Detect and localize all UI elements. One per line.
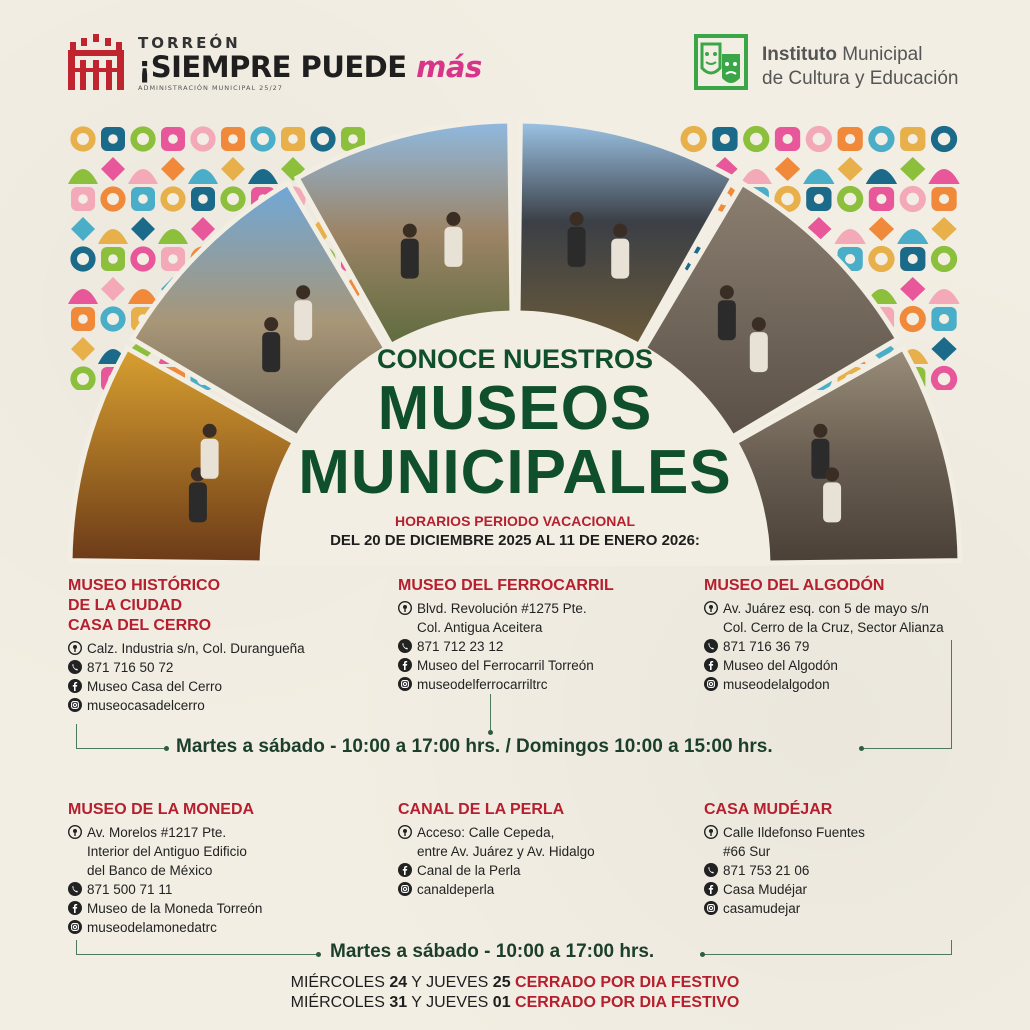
facebook-row <box>68 677 388 696</box>
location-pin-icon <box>704 601 718 615</box>
bracket-right-horizontal <box>704 954 952 955</box>
address-row <box>398 599 698 637</box>
institute-word: Instituto <box>762 44 837 65</box>
instagram-row <box>704 675 1004 694</box>
museum-instagram: museodelferrocarriltrc <box>417 677 548 692</box>
bracket-left-horizontal <box>76 954 318 955</box>
address-row <box>704 823 1004 861</box>
facebook-icon <box>398 658 412 672</box>
closure-line-2 <box>200 994 830 1012</box>
person-silhouette <box>823 467 841 522</box>
museum-instagram: museocasadelcerro <box>87 698 205 713</box>
instagram-row <box>68 696 388 715</box>
museum-address: Calz. Industria s/n, Col. Durangueña <box>87 641 305 656</box>
phone-row <box>68 880 388 899</box>
phone-row <box>704 637 1004 656</box>
museum-facebook: Museo del Ferrocarril Torreón <box>417 658 594 673</box>
person-silhouette <box>568 212 586 267</box>
closure-num2: 25 <box>492 974 511 991</box>
facebook-icon <box>704 882 718 896</box>
bracket-dot <box>488 730 493 735</box>
location-pin-icon <box>704 825 718 839</box>
bracket-dot <box>859 746 864 751</box>
bracket-left-vertical <box>76 724 77 749</box>
bracket-right-vertical <box>951 640 952 748</box>
person-silhouette <box>201 424 219 479</box>
museum-card-casa-del-cerro <box>68 576 388 715</box>
schedule-group2: Martes a sábado - 10:00 a 17:00 hrs. <box>330 941 655 962</box>
city-name: TORREÓN <box>138 34 241 52</box>
slogan-main: ¡SIEMPRE PUEDE <box>138 50 407 84</box>
person-silhouette <box>401 224 419 279</box>
facebook-icon <box>68 901 82 915</box>
location-pin-icon <box>398 601 412 615</box>
instagram-row <box>704 899 1004 918</box>
schedule-group1: Martes a sábado - 10:00 a 17:00 hrs. / Domingos 10:00 a 15:00 hrs. <box>176 736 773 757</box>
museum-card-algodon <box>704 576 1004 694</box>
hero-line3: MUNICIPALES <box>298 438 732 507</box>
address-row <box>704 599 1004 637</box>
closure-num1: 24 <box>389 974 408 991</box>
location-pin-icon <box>398 825 412 839</box>
person-silhouette <box>294 285 312 340</box>
museum-name: MUSEO DEL ALGODÓN <box>704 577 885 594</box>
museum-address: Av. Juárez esq. con 5 de mayo s/n Col. Cerro de la Cruz, Sector Alianza <box>723 601 944 635</box>
instagram-icon <box>68 920 82 934</box>
museum-facebook: Casa Mudéjar <box>723 882 808 897</box>
instagram-icon <box>704 901 718 915</box>
facebook-row <box>68 899 388 918</box>
museum-instagram: canaldeperla <box>417 882 495 897</box>
museum-name: CASA MUDÉJAR <box>704 801 833 818</box>
instagram-icon <box>68 698 82 712</box>
instagram-row <box>398 675 698 694</box>
facebook-row <box>398 861 698 880</box>
institute-municipal: Municipal <box>836 44 923 65</box>
location-pin-icon <box>68 825 82 839</box>
closure-num2: 01 <box>492 994 511 1011</box>
administration-label: ADMINISTRACIÓN MUNICIPAL 25/27 <box>138 84 283 92</box>
museum-card-moneda <box>68 800 388 937</box>
instagram-row <box>398 880 698 899</box>
museum-phone: 871 716 50 72 <box>87 660 174 675</box>
museum-name: MUSEO DEL FERROCARRIL <box>398 577 614 594</box>
hero-line2: MUSEOS <box>377 374 653 443</box>
closure-day1: MIÉRCOLES <box>290 994 390 1011</box>
period-dates: DEL 20 DE DICIEMBRE 2025 AL 11 DE ENERO 2026: <box>330 532 700 549</box>
museum-phone: 871 716 36 79 <box>723 639 810 654</box>
closure-num1: 31 <box>389 994 408 1011</box>
instagram-row <box>68 918 388 937</box>
address-row <box>68 639 388 658</box>
hero-line1: CONOCE NUESTROS <box>376 344 654 374</box>
bracket-center-vertical <box>490 694 491 732</box>
facebook-row <box>704 656 1004 675</box>
phone-icon <box>68 660 82 674</box>
museum-phone: 871 500 71 11 <box>87 882 173 897</box>
phone-row <box>398 637 698 656</box>
museum-address: Blvd. Revolución #1275 Pte. Col. Antigua Aceitera <box>417 601 587 635</box>
location-pin-icon <box>68 641 82 655</box>
museum-address: Calle Ildefonso Fuentes #66 Sur <box>723 825 865 859</box>
museum-phone: 871 753 21 06 <box>723 863 810 878</box>
closure-day1: MIÉRCOLES <box>290 974 390 991</box>
museum-name: MUSEO HISTÓRICO DE LA CIUDAD CASA DEL CERRO <box>68 577 221 634</box>
museum-phone: 871 712 23 12 <box>417 639 504 654</box>
museum-instagram: museodelamonedatrc <box>87 920 217 935</box>
phone-icon <box>68 882 82 896</box>
facebook-icon <box>398 863 412 877</box>
phone-icon <box>398 639 412 653</box>
bracket-right-vertical <box>951 940 952 955</box>
museum-card-ferrocarril <box>398 576 698 694</box>
museum-instagram: museodelalgodon <box>723 677 830 692</box>
museum-address: Acceso: Calle Cepeda, entre Av. Juárez y Av. Hidalgo <box>417 825 595 859</box>
address-row <box>68 823 388 880</box>
bracket-dot <box>164 746 169 751</box>
phone-row <box>68 658 388 677</box>
slogan-accent: más <box>416 50 482 84</box>
instagram-icon <box>398 677 412 691</box>
phone-icon <box>704 639 718 653</box>
person-silhouette <box>718 285 736 340</box>
institute-line2: de Cultura y Educación <box>762 68 959 89</box>
museum-card-canal-de-la-perla <box>398 800 698 899</box>
museum-address: Av. Morelos #1217 Pte. Interior del Antiguo Edificio del Banco de México <box>87 825 247 878</box>
bracket-dot <box>700 952 705 957</box>
person-silhouette <box>444 212 462 267</box>
instagram-icon <box>398 882 412 896</box>
museum-facebook: Museo Casa del Cerro <box>87 679 223 694</box>
address-row <box>398 823 698 861</box>
bracket-left-horizontal <box>76 748 166 749</box>
closure-line-1 <box>200 974 830 992</box>
bracket-dot <box>316 952 321 957</box>
facebook-icon <box>68 679 82 693</box>
facebook-row <box>704 880 1004 899</box>
phone-icon <box>704 863 718 877</box>
instagram-icon <box>704 677 718 691</box>
museum-name: MUSEO DE LA MONEDA <box>68 801 255 818</box>
closure-mid: Y JUEVES <box>407 994 493 1011</box>
museum-card-casa-mudejar <box>704 800 1004 918</box>
museum-facebook: Museo del Algodón <box>723 658 838 673</box>
person-silhouette <box>611 224 629 279</box>
museum-facebook: Canal de la Perla <box>417 863 521 878</box>
closure-note: CERRADO POR DIA FESTIVO <box>510 974 740 991</box>
facebook-row <box>398 656 698 675</box>
bracket-left-vertical <box>76 940 77 955</box>
period-label: HORARIOS PERIODO VACACIONAL <box>394 513 636 529</box>
bracket-right-horizontal <box>862 748 952 749</box>
museum-facebook: Museo de la Moneda Torreón <box>87 901 263 916</box>
facebook-icon <box>704 658 718 672</box>
closure-mid: Y JUEVES <box>407 974 493 991</box>
museum-instagram: casamudejar <box>723 901 801 916</box>
closure-note: CERRADO POR DIA FESTIVO <box>510 994 740 1011</box>
phone-row <box>704 861 1004 880</box>
museum-name: CANAL DE LA PERLA <box>398 801 565 818</box>
